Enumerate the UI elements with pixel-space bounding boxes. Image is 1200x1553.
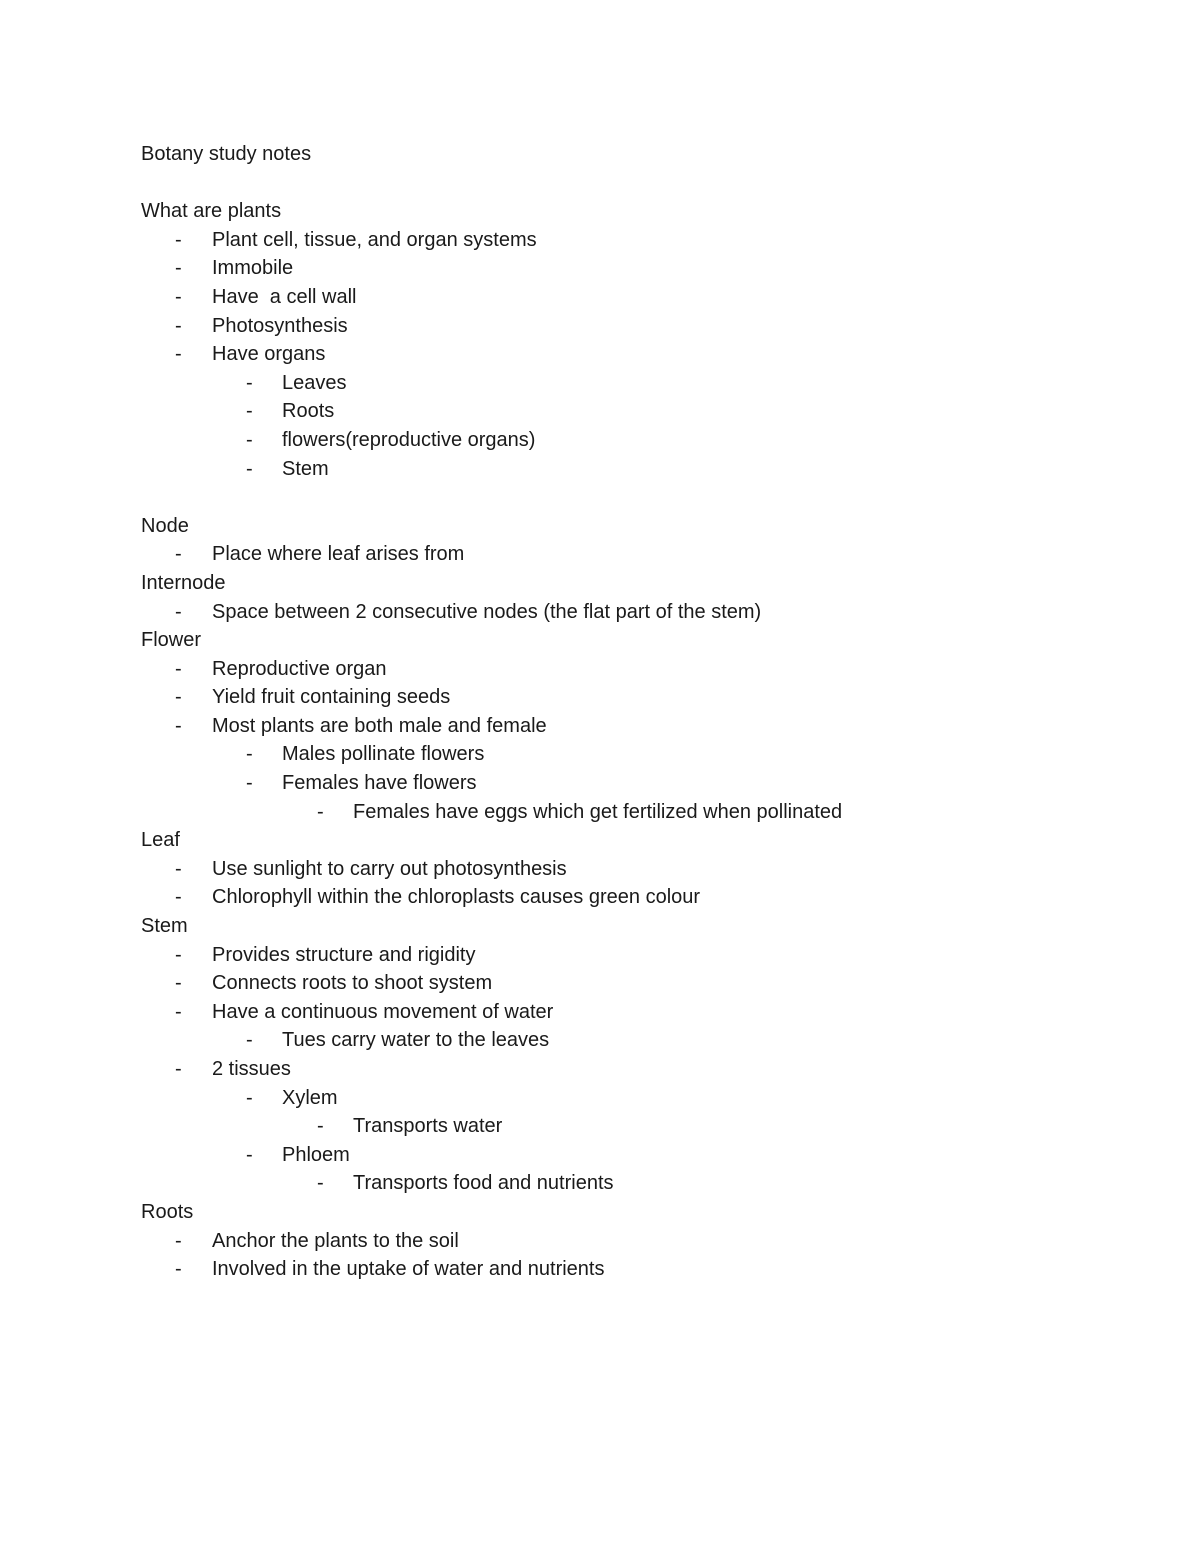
- bullet-item-level-2: [141, 740, 1141, 769]
- bullet-text: Involved in the uptake of water and nutrients: [212, 1258, 605, 1281]
- dash-bullet-icon: -: [175, 686, 182, 709]
- bullet-text: Have a cell wall: [212, 285, 357, 308]
- bullet-text: Males pollinate flowers: [282, 743, 485, 766]
- bullet-text: Use sunlight to carry out photosynthesis: [212, 857, 567, 880]
- dash-bullet-icon: -: [175, 1000, 182, 1023]
- bullet-item-level-1: [141, 340, 1141, 369]
- dash-bullet-icon: -: [175, 1258, 182, 1281]
- bullet-text: Tues carry water to the leaves: [282, 1029, 550, 1052]
- bullet-text: Phloem: [282, 1143, 350, 1166]
- section-heading: What are plants: [141, 200, 282, 223]
- bullet-text: Have a continuous movement of water: [212, 1000, 554, 1023]
- bullet-text: Leaves: [282, 371, 347, 394]
- bullet-text: Roots: [282, 400, 335, 423]
- bullet-text: Provides structure and rigidity: [212, 943, 476, 966]
- bullet-item-level-2: [141, 769, 1141, 798]
- dash-bullet-icon: -: [175, 228, 182, 251]
- dash-bullet-icon: -: [175, 1058, 182, 1080]
- bullet-item-level-3: [141, 1169, 1141, 1198]
- bullet-item-level-1: [141, 1055, 1141, 1084]
- dash-bullet-icon: -: [246, 371, 253, 394]
- bullet-item-level-1: [141, 254, 1141, 283]
- blank-line: [141, 483, 1141, 512]
- bullet-item-level-1: [141, 1255, 1141, 1284]
- dash-bullet-icon: -: [317, 1172, 324, 1195]
- section-heading: Node: [141, 514, 189, 537]
- bullet-text: Transports food and nutrients: [353, 1172, 614, 1195]
- document-body: [141, 140, 1141, 1284]
- dash-bullet-icon: -: [175, 943, 182, 966]
- bullet-item-level-1: [141, 312, 1141, 341]
- bullet-item-level-1: [141, 540, 1141, 569]
- dash-bullet-icon: -: [175, 714, 182, 737]
- bullet-text: Females have eggs which get fertilized when pollinated: [353, 800, 843, 823]
- bullet-item-level-1: [141, 655, 1141, 684]
- bullet-item-level-2: [141, 1141, 1141, 1170]
- dash-bullet-icon: -: [317, 1115, 324, 1138]
- bullet-text: Most plants are both male and female: [212, 714, 547, 737]
- bullet-text: Chlorophyll within the chloroplasts causes green colour: [212, 886, 701, 909]
- section-heading: Roots: [141, 1200, 194, 1223]
- bullet-item-level-1: [141, 283, 1141, 312]
- bullet-text: flowers(reproductive organs): [282, 428, 536, 451]
- bullet-item-level-3: [141, 1112, 1141, 1141]
- dash-bullet-icon: -: [246, 772, 253, 795]
- bullet-item-level-1: [141, 941, 1141, 970]
- section-heading: Internode: [141, 571, 226, 594]
- bullet-text: Space between 2 consecutive nodes (the flat part of the stem): [212, 600, 762, 623]
- dash-bullet-icon: -: [175, 314, 182, 337]
- bullet-text: Plant cell, tissue, and organ systems: [212, 228, 537, 251]
- dash-bullet-icon: -: [175, 857, 182, 880]
- bullet-item-level-1: [141, 683, 1141, 712]
- bullet-item-level-2: [141, 397, 1141, 426]
- dash-bullet-icon: -: [175, 657, 182, 680]
- bullet-text: Photosynthesis: [212, 314, 348, 337]
- bullet-item-level-2: [141, 455, 1141, 484]
- bullet-text: Xylem: [282, 1086, 338, 1109]
- dash-bullet-icon: -: [175, 285, 182, 308]
- dash-bullet-icon: -: [175, 972, 182, 995]
- dash-bullet-icon: -: [175, 600, 182, 623]
- bullet-text: Stem: [282, 457, 329, 480]
- dash-bullet-icon: -: [246, 1029, 253, 1052]
- blank-line: [141, 169, 1141, 198]
- bullet-text: Connects roots to shoot system: [212, 972, 493, 995]
- bullet-text: Place where leaf arises from: [212, 543, 465, 566]
- bullet-text: Yield fruit containing seeds: [212, 686, 451, 709]
- dash-bullet-icon: -: [246, 1143, 253, 1166]
- bullet-item-level-2: [141, 1026, 1141, 1055]
- bullet-text: Immobile: [212, 257, 294, 280]
- dash-bullet-icon: -: [175, 343, 182, 366]
- bullet-text: Anchor the plants to the soil: [212, 1229, 459, 1252]
- section-heading: Leaf: [141, 829, 180, 852]
- bullet-item-level-1: [141, 712, 1141, 741]
- bullet-item-level-3: [141, 798, 1141, 827]
- bullet-item-level-2: [141, 426, 1141, 455]
- bullet-item-level-1: [141, 855, 1141, 884]
- bullet-text: Reproductive organ: [212, 657, 387, 680]
- dash-bullet-icon: -: [317, 800, 324, 823]
- bullet-item-level-1: [141, 883, 1141, 912]
- document-title: Botany study notes: [141, 143, 312, 165]
- bullet-item-level-2: [141, 1084, 1141, 1113]
- bullet-item-level-1: [141, 998, 1141, 1027]
- section-heading: Flower: [141, 629, 202, 652]
- dash-bullet-icon: -: [246, 400, 253, 423]
- section-heading: Stem: [141, 915, 188, 938]
- dash-bullet-icon: -: [246, 428, 253, 451]
- bullet-item-level-1: [141, 969, 1141, 998]
- bullet-text: Have organs: [212, 343, 326, 366]
- dash-bullet-icon: -: [175, 543, 182, 566]
- dash-bullet-icon: -: [246, 1086, 253, 1109]
- notes-sections: [141, 197, 1141, 1284]
- dash-bullet-icon: -: [246, 457, 253, 480]
- dash-bullet-icon: -: [175, 257, 182, 280]
- dash-bullet-icon: -: [175, 1229, 182, 1252]
- bullet-item-level-1: [141, 226, 1141, 255]
- bullet-text: Transports water: [353, 1115, 503, 1138]
- dash-bullet-icon: -: [175, 886, 182, 909]
- bullet-text: 2 tissues: [212, 1058, 291, 1080]
- dash-bullet-icon: -: [246, 743, 253, 766]
- bullet-item-level-1: [141, 1227, 1141, 1256]
- bullet-item-level-2: [141, 369, 1141, 398]
- bullet-text: Females have flowers: [282, 772, 477, 795]
- bullet-item-level-1: [141, 598, 1141, 627]
